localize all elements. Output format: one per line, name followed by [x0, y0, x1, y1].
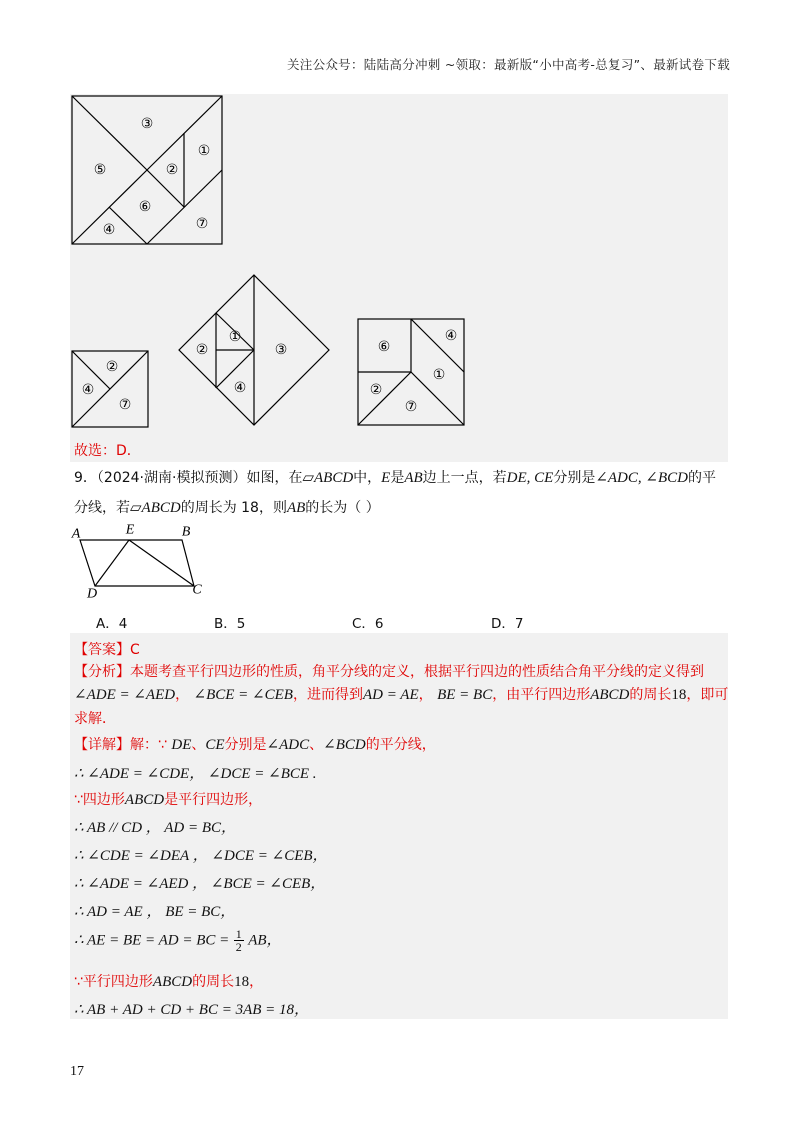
- question-source: （2024·湖南·模拟预测）: [96, 470, 247, 486]
- detail-text: ，: [249, 974, 264, 990]
- detail-line-4: ∴ AB // CD ， AD = BC，: [74, 820, 237, 836]
- math-expr: ∠BCE = ∠CEB: [193, 687, 293, 703]
- detail-line-5: ∴ ∠CDE = ∠DEA ， ∠DCE = ∠CEB，: [74, 848, 328, 864]
- fraction: [234, 928, 244, 953]
- question-text: 的周长为 18，则: [180, 500, 287, 516]
- analysis-tag: 【分析】: [74, 664, 130, 680]
- detail-text: 解：∵: [130, 737, 167, 753]
- math-var: DE, CE: [506, 470, 554, 486]
- math-expr: ∴ AE = BE = AD = BC =: [74, 932, 230, 949]
- math-expr: ∠ADE = ∠AED: [74, 687, 176, 703]
- detail-text: 的周长: [192, 974, 235, 990]
- point-label: A: [71, 526, 81, 542]
- detail-text: 、: [309, 737, 324, 753]
- question-text: 分别是: [553, 470, 596, 486]
- question-text: 边上一点，若: [422, 470, 507, 486]
- math-expr: ABCD: [124, 792, 165, 808]
- piece-label: ⑦: [404, 399, 418, 415]
- fraction-numerator: 1: [235, 927, 242, 941]
- parallelogram-symbol: ▱ABCD: [130, 500, 181, 516]
- tangram-square-figure: [72, 96, 224, 245]
- detail-line-3: [74, 789, 262, 809]
- question-9: [74, 463, 734, 523]
- piece-label: ⑥: [138, 199, 152, 215]
- math-expr: AB，: [248, 932, 282, 949]
- question-text: 如图，在: [246, 470, 303, 486]
- tangram-diamond-figure: [178, 275, 330, 427]
- piece-label: ①: [432, 367, 446, 383]
- analysis-text: ，进而得到: [292, 687, 363, 703]
- piece-label: ①: [228, 329, 242, 345]
- piece-label: ⑤: [93, 162, 107, 178]
- option-a[interactable]: A．4: [96, 616, 128, 632]
- option-d[interactable]: D．7: [491, 616, 524, 632]
- math-expr: ABCD: [590, 687, 630, 703]
- question-text: 的平: [687, 470, 716, 486]
- detail-line-8: [74, 928, 282, 953]
- question-number: 9．: [74, 470, 97, 486]
- math-var: AB: [286, 500, 306, 516]
- detail-line-10: ∴ AB + AD + CD + BC = 3AB = 18，: [74, 1002, 310, 1018]
- analysis-text: 的周长: [629, 687, 672, 703]
- math-expr: CE: [205, 737, 225, 753]
- analysis-text: ，由平行四边形: [492, 687, 591, 703]
- piece-label: ③: [274, 342, 288, 358]
- piece-label: ④: [233, 380, 247, 396]
- parallelogram-diagram: [70, 522, 210, 600]
- analysis-text: 本题考查平行四边形的性质，角平分线的定义，根据平行四边的性质结合角平分线的定义得到: [130, 664, 704, 680]
- question-text: 是: [390, 470, 405, 486]
- point-label: E: [125, 522, 135, 538]
- math-var: ∠ADC, ∠BCD: [595, 470, 688, 486]
- piece-label: ④: [444, 328, 458, 344]
- answer-line: [74, 639, 140, 659]
- math-expr: ∠ADC: [266, 737, 310, 753]
- question-text: 的长为（ ）: [305, 500, 380, 516]
- detail-line-7: ∴ AD = AE ， BE = BC，: [74, 904, 236, 920]
- piece-label: ③: [140, 116, 154, 132]
- detail-line-9: [74, 971, 263, 991]
- piece-label: ④: [102, 222, 116, 238]
- analysis-line-1: [74, 661, 704, 681]
- answer-value: C: [130, 642, 140, 658]
- math-var: AB: [404, 470, 423, 486]
- piece-label: ⑦: [118, 397, 132, 413]
- analysis-line-2: ∠ADE = ∠AED， ∠BCE = ∠CEB，进而得到AD = AE， BE = BC，由平行四边形ABCD的周长18，即可: [74, 687, 729, 703]
- analysis-line-3: 求解．: [74, 711, 116, 727]
- detail-tag: 【详解】: [74, 737, 130, 753]
- detail-line-6: ∴ ∠ADE = ∠AED ， ∠BCE = ∠CEB，: [74, 876, 326, 892]
- point-label: D: [86, 586, 98, 602]
- option-b[interactable]: B．5: [214, 616, 246, 632]
- piece-label: ②: [369, 382, 383, 398]
- detail-text: ∵平行四边形: [74, 974, 153, 990]
- detail-text: 是平行四边形，: [164, 792, 263, 808]
- detail-line-1: [74, 734, 436, 754]
- answer-tag: 【答案】: [74, 642, 130, 658]
- page-header: 关注公众号：陆陆高分冲刺 ~领取：最新版“小中高考-总复习”、最新试卷下载: [286, 57, 730, 72]
- parallelogram-symbol: ▱ABCD: [302, 470, 354, 486]
- point-label: C: [192, 582, 202, 598]
- math-expr: AD = AE: [362, 687, 419, 703]
- piece-label: ⑦: [195, 216, 209, 232]
- question-text: 中，: [353, 470, 382, 486]
- tangram-assembled-square-figure: [358, 319, 466, 427]
- analysis-text: ，即可: [686, 687, 729, 703]
- page-number: 17: [70, 1064, 84, 1079]
- detail-text: 分别是: [224, 737, 267, 753]
- math-expr: BE = BC: [437, 687, 493, 703]
- piece-label: ⑥: [377, 339, 391, 355]
- math-expr: ABCD: [152, 974, 193, 990]
- option-c[interactable]: C．6: [352, 616, 384, 632]
- detail-text: ∵四边形: [74, 792, 125, 808]
- piece-label: ②: [165, 162, 179, 178]
- math-expr: 18: [234, 974, 250, 990]
- detail-text: 的平分线，: [365, 737, 436, 753]
- question-text: 分线，若: [74, 500, 130, 516]
- tangram-small-square-figure: [72, 351, 150, 429]
- detail-text: 、: [191, 737, 206, 753]
- detail-line-2: ∴ ∠ADE = ∠CDE， ∠DCE = ∠BCE .: [74, 766, 317, 782]
- point-label: B: [181, 524, 191, 540]
- piece-label: ①: [197, 143, 211, 159]
- math-expr: DE: [171, 737, 192, 753]
- fraction-denominator: 2: [235, 940, 242, 954]
- math-var: E: [381, 470, 391, 486]
- math-expr: 18: [671, 687, 687, 703]
- previous-answer-text: 故选：D．: [74, 443, 141, 459]
- math-expr: ∠BCD: [323, 737, 366, 753]
- piece-label: ②: [105, 359, 119, 375]
- piece-label: ②: [195, 342, 209, 358]
- piece-label: ④: [81, 382, 95, 398]
